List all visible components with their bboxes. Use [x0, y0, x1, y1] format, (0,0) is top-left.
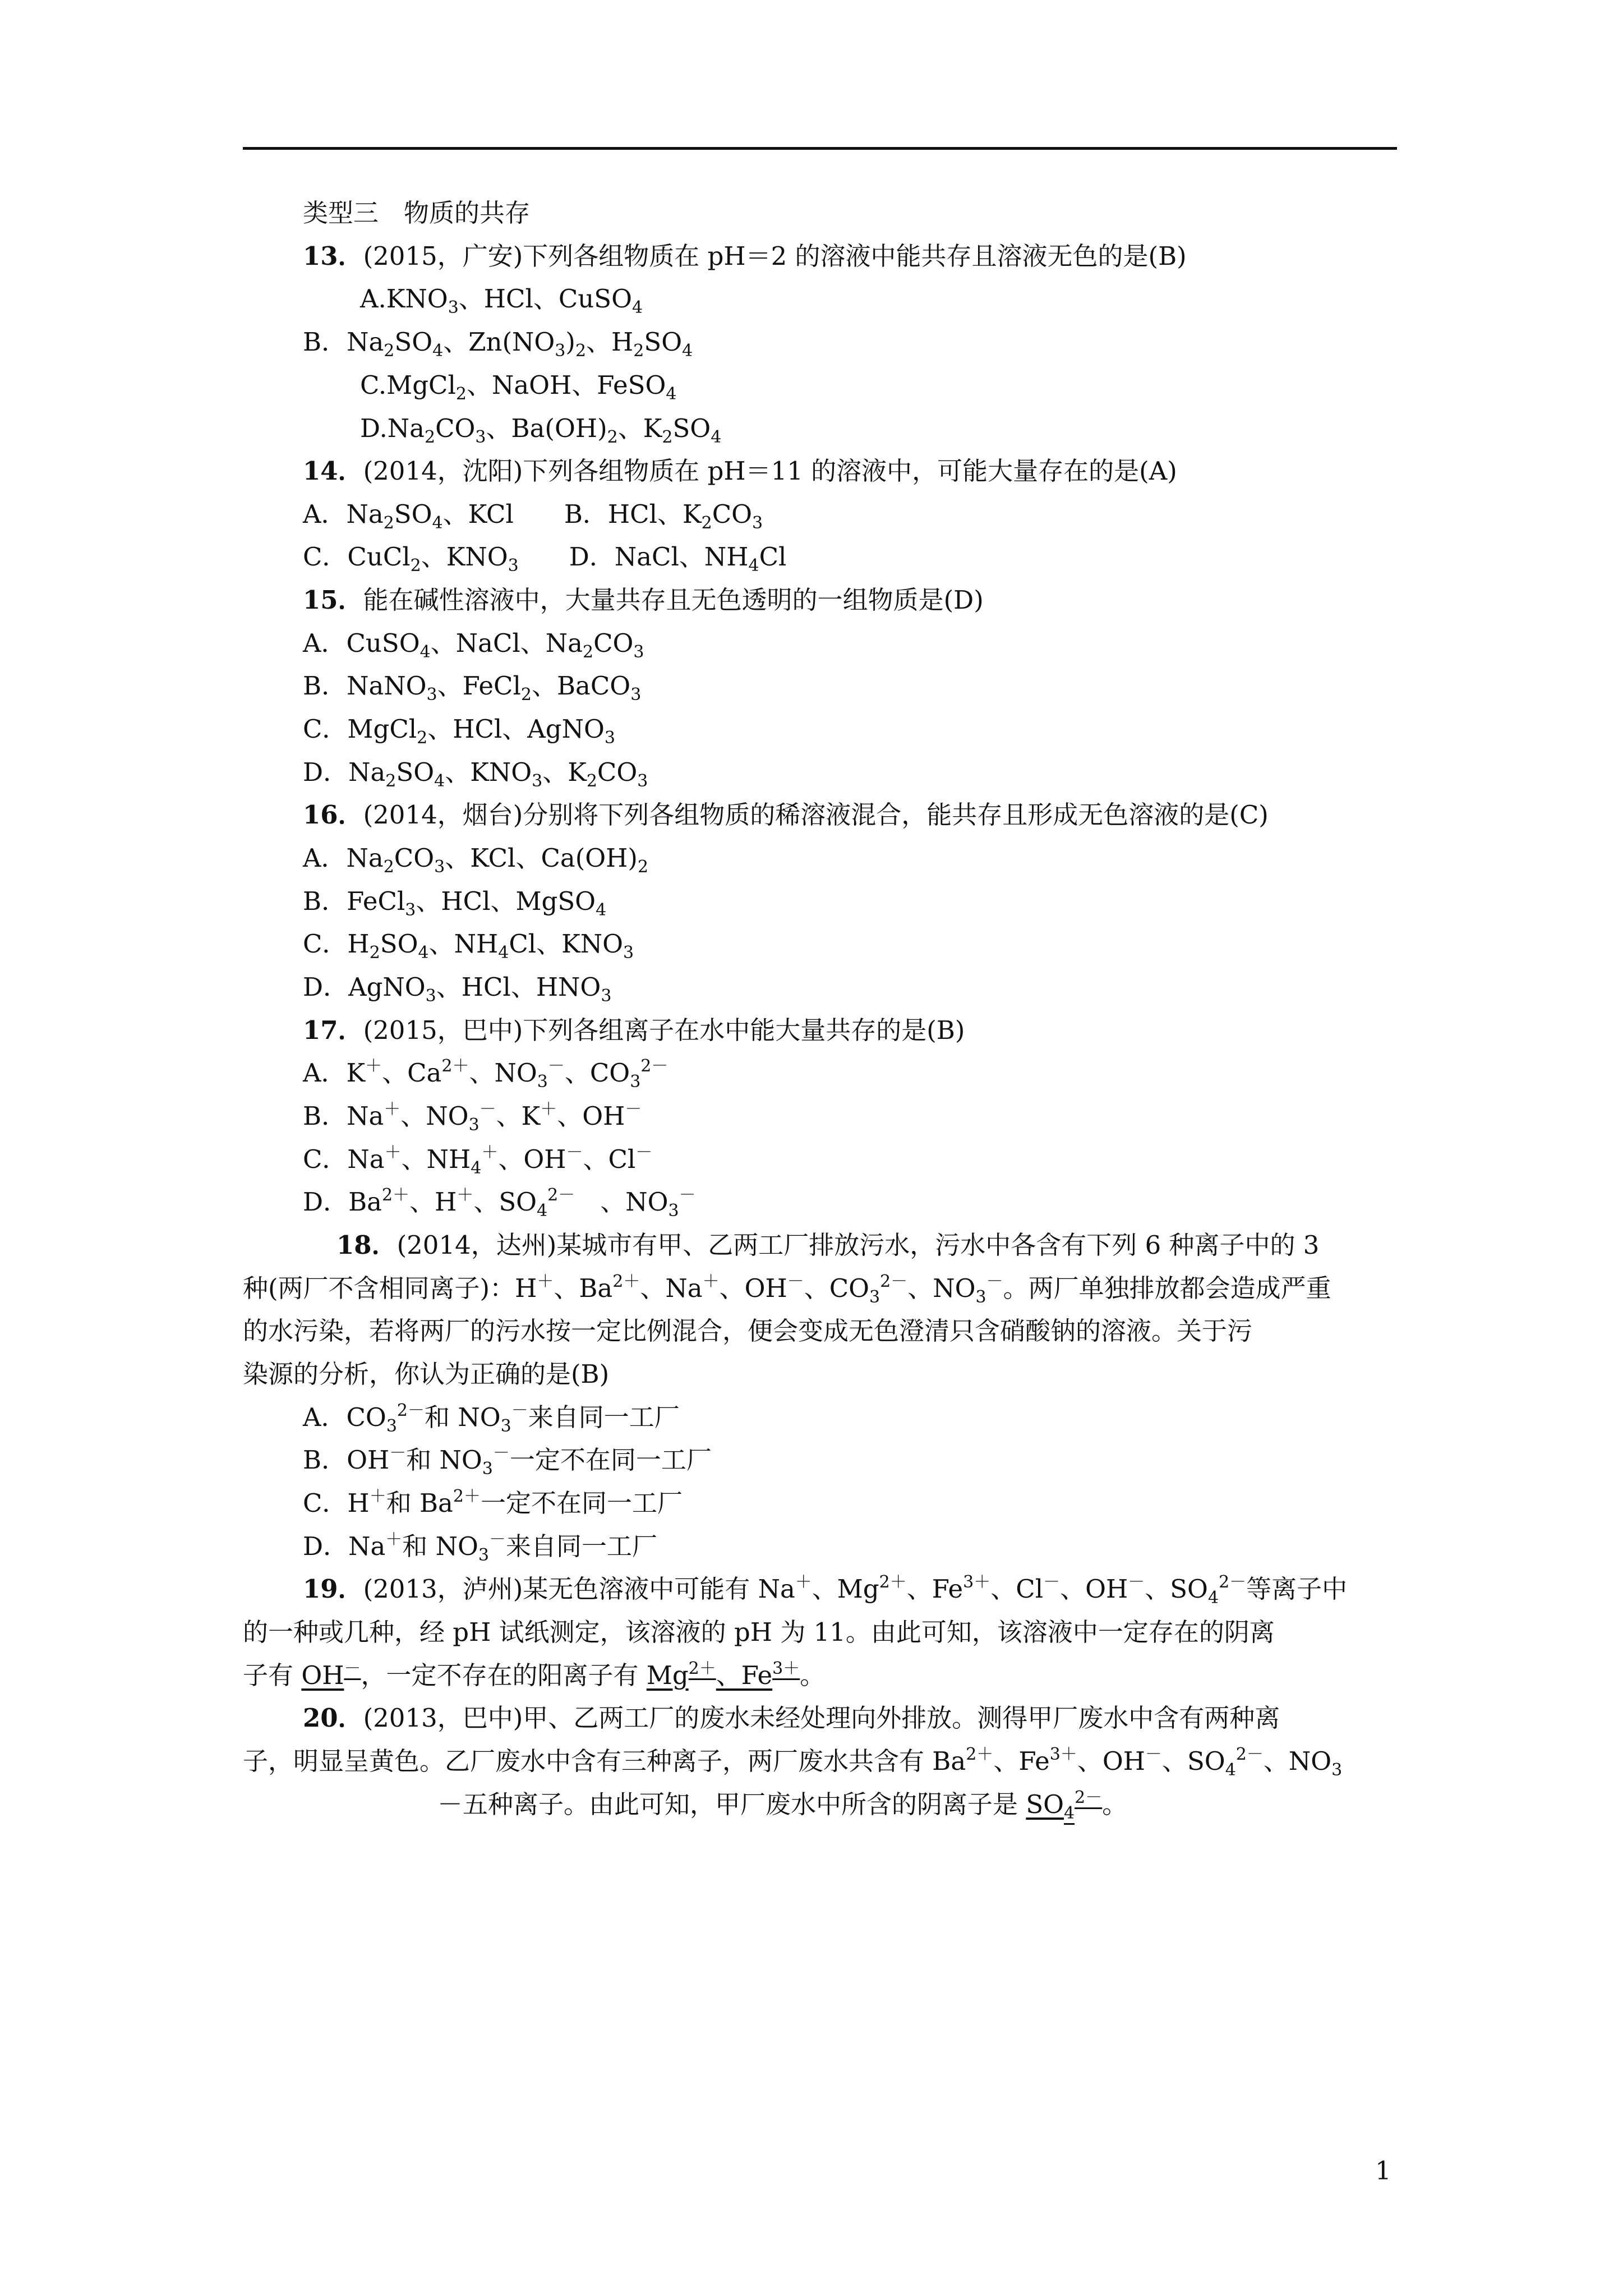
text-run: D．Na: [303, 757, 386, 787]
text-run: 3: [478, 1545, 489, 1565]
text-run: 3: [623, 943, 634, 963]
question-13: [303, 240, 1187, 273]
text-run: 、OH: [557, 1101, 625, 1131]
text-run: A．CuSO: [303, 628, 420, 658]
text-run: B．Na: [303, 327, 384, 357]
text-run: 3: [752, 513, 763, 533]
text-run: 4: [682, 341, 693, 361]
header-rule: [243, 147, 1397, 150]
text-run: 和 NO: [402, 1531, 478, 1561]
option-13-b: [303, 325, 693, 359]
text-run: 3: [1331, 1760, 1343, 1780]
text-run: 2: [410, 556, 421, 576]
text-run: 2: [520, 685, 532, 705]
question-20-line-3: [437, 1788, 1127, 1821]
text-run: 2: [383, 513, 394, 533]
text-run: 和 NO: [425, 1402, 501, 1432]
text-run: －: [635, 1143, 653, 1162]
text-run: 2: [607, 427, 618, 447]
text-run: 2: [385, 771, 396, 791]
question-18-line-3: [243, 1314, 1252, 1348]
text-run: CO: [593, 628, 634, 658]
text-run: 2－: [1235, 1745, 1264, 1764]
text-run: 、OH: [498, 1144, 566, 1174]
text-run: 14．: [303, 456, 363, 486]
text-run: 、Fe: [993, 1746, 1050, 1776]
text-run: 4: [711, 427, 722, 447]
text-run: B．FeCl: [303, 886, 405, 916]
text-run: 、FeCl: [437, 671, 521, 701]
text-run: ，一定不存在的阳离子有: [361, 1660, 647, 1690]
text-run: 3: [500, 1416, 511, 1436]
text-run: 、KCl B．HCl、K: [442, 499, 702, 529]
text-run: 4: [432, 513, 443, 533]
text-run: 来自同一工厂: [528, 1402, 680, 1432]
text-run: 3: [532, 771, 543, 791]
text-run: 2＋: [441, 1056, 469, 1076]
text-run: －: [389, 1443, 407, 1463]
text-run: SO: [1026, 1789, 1064, 1819]
text-run: 。: [800, 1660, 826, 1690]
option-15-b: [303, 669, 641, 703]
text-run: 、KNO: [421, 542, 508, 572]
text-run: C．CuCl: [303, 542, 411, 572]
text-run: 、KCl、Ca(OH): [445, 843, 638, 873]
text-run: 染源的分析，你认为正确的是(B): [243, 1359, 610, 1389]
text-run: C．MgCl: [303, 714, 417, 744]
text-run: 4: [434, 771, 445, 791]
text-run: 、NO: [400, 1101, 469, 1131]
text-run: A．K: [303, 1058, 366, 1088]
text-run: ＋: [481, 1143, 499, 1162]
text-run: 3: [555, 341, 566, 361]
option-17-b: [303, 1099, 642, 1133]
question-18-line-1: [336, 1228, 1319, 1262]
text-run: －: [1145, 1745, 1162, 1764]
text-run: OH: [301, 1660, 344, 1690]
question-19-line-3: [243, 1659, 825, 1692]
text-run: 2: [637, 857, 649, 877]
text-run: 2＋: [966, 1745, 994, 1764]
text-run: CO: [597, 757, 638, 787]
text-run: －: [566, 1143, 583, 1162]
option-13-d: [360, 412, 721, 445]
text-run: ＋: [540, 1099, 557, 1119]
text-run: (2013，巴中)甲、乙两工厂的废水未经处理向外排放。测得甲厂废水中含有两种离: [363, 1703, 1280, 1733]
text-run: －: [492, 1443, 510, 1463]
text-run: 、KNO: [445, 757, 532, 787]
text-run: 、NaOH、FeSO: [466, 370, 666, 400]
text-run: －: [679, 1185, 696, 1205]
text-run: 4: [419, 642, 431, 662]
option-13-a: [360, 282, 643, 316]
text-run: 2＋: [879, 1572, 907, 1592]
text-run: ＋: [702, 1272, 720, 1291]
text-run: (2014，沈阳)下列各组物质在 pH＝11 的溶液中，可能大量存在的是(A): [363, 456, 1177, 486]
text-run: 2－: [1075, 1788, 1103, 1807]
question-14: [303, 454, 1177, 488]
text-run: 2＋: [381, 1185, 410, 1205]
text-run: 2: [633, 341, 644, 361]
text-run: 3: [426, 685, 437, 705]
text-run: 4: [1207, 1588, 1219, 1608]
question-16: [303, 798, 1269, 832]
text-run: 2－: [880, 1272, 908, 1291]
text-run: 、H: [586, 327, 634, 357]
text-run: 3: [668, 1201, 679, 1221]
text-run: －: [787, 1272, 804, 1291]
option-16-b: [303, 885, 606, 918]
text-run: 子有: [243, 1660, 302, 1690]
text-run: 、HCl、HNO: [436, 972, 601, 1002]
text-run: A．Na: [303, 499, 384, 529]
text-run: 种(两厂不含相同离子)：H: [243, 1273, 537, 1303]
text-run: 2: [417, 728, 428, 748]
text-run: －: [1128, 1572, 1145, 1592]
text-run: 和 Ba: [386, 1488, 453, 1518]
text-run: 4: [498, 943, 509, 963]
text-run: 3＋: [963, 1572, 991, 1592]
text-run: ＋: [365, 1056, 382, 1076]
text-run: 、OH: [1077, 1746, 1145, 1776]
text-run: SO: [394, 499, 432, 529]
text-run: 3＋: [772, 1659, 800, 1678]
text-run: 2: [575, 341, 587, 361]
text-run: 4: [748, 556, 759, 576]
text-run: 、K: [542, 757, 587, 787]
text-run: A．Na: [303, 843, 384, 873]
text-run: D.Na: [360, 413, 425, 443]
text-run: Cl: [759, 542, 787, 572]
text-run: B．OH: [303, 1445, 390, 1475]
text-run: ＋: [384, 1143, 402, 1162]
text-run: 3: [482, 1459, 493, 1479]
text-run: 、HCl、CuSO: [458, 284, 632, 314]
option-17-d: [303, 1185, 696, 1219]
text-run: 、NaCl、Na: [430, 628, 583, 658]
text-run: 3: [633, 642, 644, 662]
text-run: 3: [975, 1287, 986, 1307]
text-run: D．NaCl、NH: [518, 542, 749, 572]
text-run: 、CO: [804, 1273, 870, 1303]
text-run: 、Cl: [990, 1574, 1044, 1604]
text-run: 2: [582, 642, 594, 662]
text-run: 子，明显呈黄色。乙厂废水中含有三种离子，两厂废水共含有 Ba: [243, 1746, 966, 1776]
text-run: ＋: [384, 1099, 401, 1119]
text-run: －: [547, 1056, 565, 1076]
text-run: C.MgCl: [360, 370, 456, 400]
text-run: 3: [630, 685, 642, 705]
text-run: －五种离子。由此可知，甲厂废水中所含的阴离子是: [437, 1789, 1026, 1819]
text-run: 、HCl、MgSO: [416, 886, 596, 916]
text-run: －: [986, 1272, 1003, 1291]
text-run: 、NH: [401, 1144, 471, 1174]
text-run: ＋: [385, 1530, 403, 1549]
text-run: 、SO: [1145, 1574, 1208, 1604]
text-run: 、NO: [575, 1187, 668, 1217]
text-run: 一定不在同一工厂: [480, 1488, 683, 1518]
text-run: 19．: [303, 1574, 363, 1604]
text-run: 3: [869, 1287, 880, 1307]
text-run: 4: [1225, 1760, 1236, 1780]
text-run: 2: [662, 427, 673, 447]
text-run: 4: [666, 384, 677, 404]
text-run: A．CO: [303, 1402, 386, 1432]
text-run: －: [511, 1401, 528, 1420]
text-run: 、OH: [1060, 1574, 1128, 1604]
text-run: 3: [637, 771, 648, 791]
text-run: 3: [604, 728, 615, 748]
text-run: 2: [701, 513, 712, 533]
option-18-a: [303, 1401, 680, 1434]
text-run: 2: [383, 857, 394, 877]
text-run: －: [625, 1099, 642, 1119]
text-run: 3: [537, 1072, 548, 1092]
text-run: 、Na: [640, 1273, 703, 1303]
text-run: 3: [630, 1072, 641, 1092]
question-20-line-2: [243, 1745, 1342, 1778]
question-17: [303, 1014, 965, 1047]
text-run: 3: [425, 986, 436, 1006]
text-run: 、SO: [473, 1187, 537, 1217]
text-run: (2013，泸州)某无色溶液中可能有 Na: [363, 1574, 795, 1604]
text-run: 3: [434, 857, 445, 877]
text-run: 2－: [1219, 1572, 1247, 1592]
option-18-b: [303, 1443, 712, 1477]
text-run: B．NaNO: [303, 671, 427, 701]
text-run: 2－: [640, 1056, 668, 1076]
text-run: (2014，达州)某城市有甲、乙两工厂排放污水，污水中各含有下列 6 种离子中的 3: [396, 1230, 1320, 1260]
option-15-c: [303, 712, 615, 746]
question-15: [303, 583, 984, 617]
text-run: SO: [380, 929, 418, 959]
text-run: 4: [631, 298, 643, 318]
text-run: D．Na: [303, 1531, 386, 1561]
text-run: (2015，广安)下列各组物质在 pH＝2 的溶液中能共存且溶液无色的是(B): [363, 241, 1187, 271]
option-13-c: [360, 369, 676, 402]
text-run: C．H: [303, 1488, 370, 1518]
text-run: 4: [471, 1158, 482, 1178]
text-run: 、HCl、AgNO: [427, 714, 605, 744]
text-run: 13．: [303, 241, 363, 271]
text-run: 能在碱性溶液中，大量共存且无色透明的一组物质是(D): [363, 585, 984, 615]
text-run: SO: [394, 327, 433, 357]
text-run: 16．: [303, 800, 363, 830]
text-run: 、NO: [469, 1058, 537, 1088]
text-run: 、Fe: [906, 1574, 963, 1604]
text-run: 的水污染，若将两厂的污水按一定比例混合，便会变成无色澄清只含硝酸钠的溶液。关于污: [243, 1316, 1253, 1346]
option-14-ab: [303, 498, 763, 531]
text-run: 3: [448, 298, 459, 318]
text-run: 3: [386, 1416, 397, 1436]
text-run: 、CO: [564, 1058, 630, 1088]
text-run: 2－: [547, 1185, 575, 1205]
text-run: －: [479, 1099, 496, 1119]
text-run: 、Ba(OH): [486, 413, 607, 443]
text-run: D．Ba: [303, 1187, 382, 1217]
text-run: 2: [369, 943, 380, 963]
text-run: CO: [394, 843, 435, 873]
text-run: 的一种或几种，经 pH 试纸测定，该溶液的 pH 为 11。由此可知，该溶液中一定存在的阴离: [243, 1617, 1275, 1647]
option-14-cd: [303, 540, 786, 574]
text-run: 、BaCO: [531, 671, 631, 701]
text-run: Mg: [646, 1660, 689, 1690]
question-18-line-4: [243, 1358, 609, 1391]
text-run: 一定不在同一工厂: [509, 1445, 712, 1475]
text-run: 17．: [303, 1015, 363, 1045]
text-run: 4: [1064, 1803, 1075, 1823]
option-16-a: [303, 841, 648, 875]
text-run: (2014，烟台)分别将下列各组物质的稀溶液混合，能共存且形成无色溶液的是(C): [363, 800, 1269, 830]
text-run: 2＋: [453, 1487, 481, 1506]
text-run: 3: [405, 900, 416, 920]
text-run: SO: [644, 327, 683, 357]
option-15-a: [303, 627, 644, 660]
question-19-line-1: [303, 1572, 1347, 1606]
text-run: 和 NO: [406, 1445, 482, 1475]
text-run: 3: [601, 986, 612, 1006]
text-run: －: [1043, 1572, 1061, 1592]
text-run: (2015，巴中)下列各组离子在水中能大量共存的是(B): [363, 1015, 965, 1045]
text-run: －: [488, 1530, 506, 1549]
text-run: 3: [468, 1115, 479, 1135]
text-run: 、OH: [719, 1273, 787, 1303]
text-run: 2: [384, 341, 395, 361]
text-run: B．Na: [303, 1101, 384, 1131]
text-run: 2: [586, 771, 597, 791]
option-18-d: [303, 1530, 657, 1563]
text-run: C．Na: [303, 1144, 385, 1174]
option-18-c: [303, 1487, 683, 1520]
text-run: 2: [455, 384, 467, 404]
text-run: ＋: [795, 1572, 812, 1592]
text-run: 、NH: [428, 929, 499, 959]
text-run: 。: [1102, 1789, 1128, 1819]
text-run: ): [565, 327, 575, 357]
text-run: 、Ca: [382, 1058, 442, 1088]
text-run: Cl、KNO: [509, 929, 624, 959]
text-run: CO: [712, 499, 753, 529]
text-run: 2－: [396, 1401, 425, 1420]
text-run: 4: [596, 900, 607, 920]
text-run: 3: [475, 427, 486, 447]
text-run: 、Fe: [716, 1660, 773, 1690]
text-run: 、K: [496, 1101, 541, 1131]
text-run: 2: [424, 427, 436, 447]
text-run: 2＋: [612, 1272, 640, 1291]
text-run: A.KNO: [360, 284, 448, 314]
text-run: 15．: [303, 585, 363, 615]
text-run: 、Cl: [583, 1144, 636, 1174]
text-run: －: [344, 1659, 361, 1678]
text-run: ＋: [537, 1272, 554, 1291]
text-run: 、Ba: [554, 1273, 613, 1303]
text-run: SO: [396, 757, 435, 787]
text-run: ＋: [457, 1185, 474, 1205]
option-17-a: [303, 1056, 668, 1090]
text-run: 3: [508, 556, 519, 576]
text-run: 、NO: [1263, 1746, 1332, 1776]
text-run: 、SO: [1161, 1746, 1225, 1776]
text-run: 来自同一工厂: [505, 1531, 657, 1561]
option-17-c: [303, 1143, 652, 1176]
text-run: D．AgNO: [303, 972, 426, 1002]
text-run: 、Mg: [811, 1574, 879, 1604]
option-16-d: [303, 970, 611, 1004]
text-run: 20．: [303, 1703, 363, 1733]
text-run: 。两厂单独排放都会造成严重: [1003, 1273, 1331, 1303]
text-run: ＋: [369, 1487, 386, 1506]
question-19-line-2: [243, 1616, 1275, 1649]
text-run: 、NO: [907, 1273, 976, 1303]
section-title: 类型三 物质的共存: [303, 198, 531, 228]
text-run: C．H: [303, 929, 370, 959]
text-run: 、H: [409, 1187, 457, 1217]
question-20-line-1: [303, 1701, 1280, 1735]
text-run: 3＋: [1049, 1745, 1077, 1764]
option-15-d: [303, 756, 648, 789]
option-16-c: [303, 927, 634, 961]
text-run: 18．: [336, 1230, 397, 1260]
text-run: CO: [435, 413, 476, 443]
text-run: 、Zn(NO: [443, 327, 555, 357]
text-run: 、K: [617, 413, 662, 443]
text-run: 4: [537, 1201, 548, 1221]
text-run: 4: [418, 943, 429, 963]
text-run: 4: [432, 341, 444, 361]
text-run: SO: [672, 413, 711, 443]
text-run: 2＋: [688, 1659, 716, 1678]
text-run: 等离子中: [1246, 1574, 1348, 1604]
question-18-line-2: [243, 1272, 1331, 1305]
page-number: 1: [1375, 2156, 1391, 2185]
